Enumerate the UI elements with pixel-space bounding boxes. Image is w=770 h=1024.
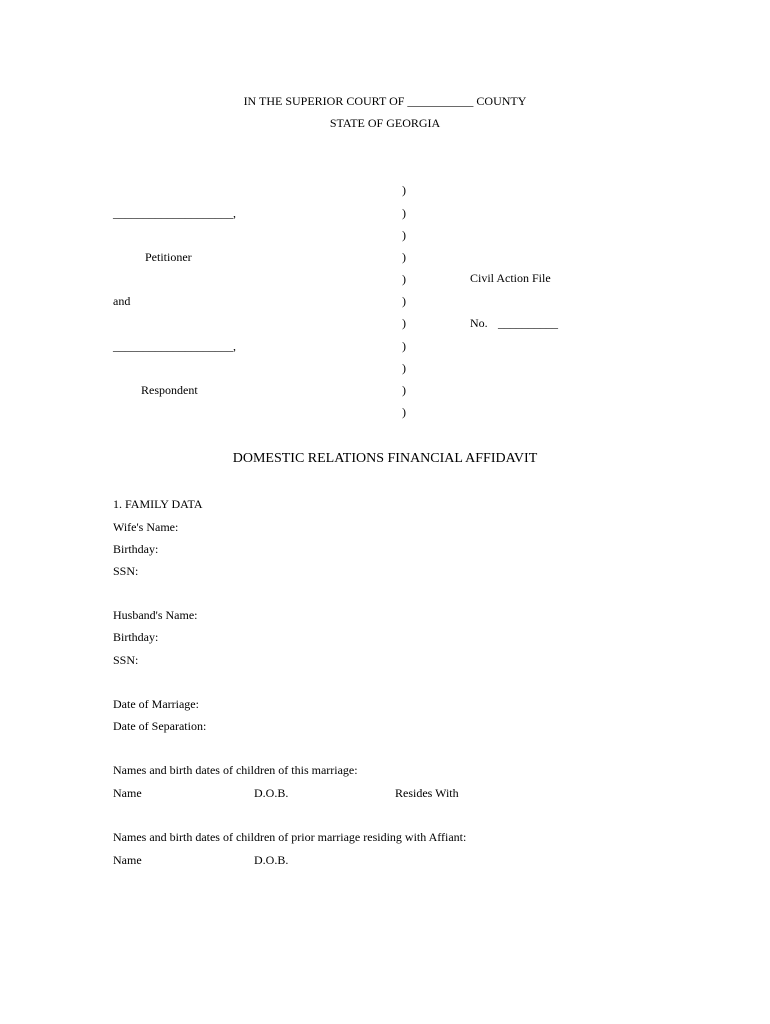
caption-paren: )	[402, 383, 406, 397]
case-number-label: No.	[470, 316, 488, 330]
caption-paren: )	[402, 405, 406, 419]
husband-name-label: Husband's Name:	[113, 608, 198, 622]
column-header-dob: D.O.B.	[254, 853, 289, 867]
wife-birthday-label: Birthday:	[113, 542, 159, 556]
section-heading-family-data: 1. FAMILY DATA	[113, 497, 203, 511]
husband-birthday-label: Birthday:	[113, 630, 159, 644]
document-title: DOMESTIC RELATIONS FINANCIAL AFFIDAVIT	[232, 451, 538, 466]
state-heading: STATE OF GEORGIA	[329, 116, 441, 130]
column-header-name: Name	[113, 786, 142, 800]
caption-paren: )	[402, 206, 406, 220]
respondent-name-blank: ____________________,	[113, 339, 236, 353]
respondent-label: Respondent	[141, 383, 198, 397]
and-label: and	[113, 294, 131, 308]
wife-ssn-label: SSN:	[113, 564, 139, 578]
children-prior-marriage-label: Names and birth dates of children of prior marriage residing with Affiant:	[113, 830, 467, 844]
petitioner-name-blank: ____________________,	[113, 206, 236, 220]
date-of-marriage-label: Date of Marriage:	[113, 697, 199, 711]
caption-paren: )	[402, 228, 406, 242]
civil-action-label: Civil Action File	[470, 271, 551, 285]
column-header-dob: D.O.B.	[254, 786, 289, 800]
children-this-marriage-label: Names and birth dates of children of this marriage:	[113, 763, 358, 777]
caption-paren: )	[402, 294, 406, 308]
husband-ssn-label: SSN:	[113, 653, 139, 667]
column-header-name: Name	[113, 853, 142, 867]
caption-paren: )	[402, 272, 406, 286]
date-of-separation-label: Date of Separation:	[113, 719, 207, 733]
petitioner-label: Petitioner	[145, 250, 192, 264]
caption-paren: )	[402, 316, 406, 330]
column-header-resides-with: Resides With	[395, 786, 459, 800]
caption-paren: )	[402, 183, 406, 197]
caption-paren: )	[402, 361, 406, 375]
caption-paren: )	[402, 250, 406, 264]
case-number-blank: __________	[498, 316, 558, 330]
court-heading: IN THE SUPERIOR COURT OF ___________ COUNTY	[243, 94, 527, 108]
wife-name-label: Wife's Name:	[113, 520, 179, 534]
caption-paren: )	[402, 339, 406, 353]
